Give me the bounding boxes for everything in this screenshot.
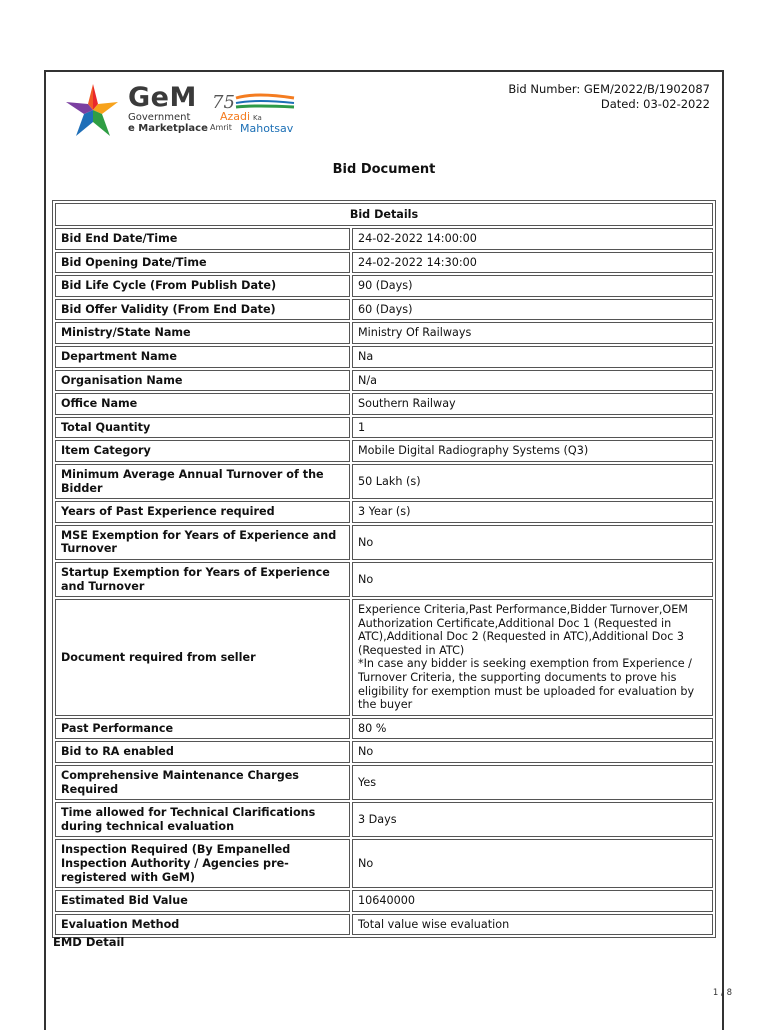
row-value: N/a: [352, 370, 713, 392]
page-indicator: 1 / 8: [712, 988, 732, 998]
row-key: Past Performance: [55, 718, 350, 740]
row-value: Southern Railway: [352, 393, 713, 415]
row-key: Time allowed for Technical Clarifications during technical evaluation: [55, 802, 350, 837]
row-value: No: [352, 525, 713, 560]
row-value: Ministry Of Railways: [352, 322, 713, 344]
bid-number: Bid Number: GEM/2022/B/1902087: [508, 82, 710, 96]
row-value: Yes: [352, 765, 713, 800]
row-key: Inspection Required (By Empanelled Inspection Authority / Agencies pre-registered with GeM): [55, 839, 350, 888]
azadi-ka: Ka: [253, 114, 262, 122]
row-value: 90 (Days): [352, 275, 713, 297]
row-key: Ministry/State Name: [55, 322, 350, 344]
table-row: [55, 525, 713, 560]
gem-logo-text: GeM: [128, 82, 197, 113]
gem-star-icon: [62, 80, 124, 142]
emd-detail-heading: EMD Detail: [53, 935, 125, 949]
row-key: Total Quantity: [55, 417, 350, 439]
table-row: [55, 718, 713, 740]
row-key: Years of Past Experience required: [55, 501, 350, 523]
row-value: 1: [352, 417, 713, 439]
table-row: [55, 440, 713, 462]
row-value: 50 Lakh (s): [352, 464, 713, 499]
gem-logo-sub1: Government: [128, 112, 191, 123]
table-row: [55, 562, 713, 597]
table-row: [55, 417, 713, 439]
row-value: No: [352, 839, 713, 888]
row-key: Organisation Name: [55, 370, 350, 392]
row-key: Bid Life Cycle (From Publish Date): [55, 275, 350, 297]
table-row: [55, 914, 713, 936]
table-heading-row: [55, 203, 713, 226]
row-key: Bid Offer Validity (From End Date): [55, 299, 350, 321]
row-key: Bid End Date/Time: [55, 228, 350, 250]
row-key: Bid Opening Date/Time: [55, 252, 350, 274]
bid-details-table: [52, 200, 716, 938]
row-value: Experience Criteria,Past Performance,Bidder Turnover,OEM Authorization Certificate,Additional Doc 1 (Requested in ATC),Additional Doc 2 (Requested in ATC),Additional Doc 3 (Requested in ATC) *In case any bidder is seeking exemption from Experience / Turnover Criteria, the supporting documents to prove his eligibility for exemption must be uploaded for evaluation by the buyer: [352, 599, 713, 716]
row-key: Office Name: [55, 393, 350, 415]
azadi-ka-amrit-mahotsav-logo: [210, 90, 300, 134]
row-key: MSE Exemption for Years of Experience and Turnover: [55, 525, 350, 560]
row-key: Startup Exemption for Years of Experience and Turnover: [55, 562, 350, 597]
row-key: Bid to RA enabled: [55, 741, 350, 763]
row-key: Item Category: [55, 440, 350, 462]
row-value: 24-02-2022 14:00:00: [352, 228, 713, 250]
table-row: [55, 393, 713, 415]
row-value: Mobile Digital Radiography Systems (Q3): [352, 440, 713, 462]
table-row: [55, 275, 713, 297]
table-row: [55, 501, 713, 523]
bid-meta: [508, 82, 710, 112]
azadi-word: Azadi: [220, 110, 251, 123]
table-row: [55, 765, 713, 800]
row-value: 80 %: [352, 718, 713, 740]
azadi-mahotsav: Mahotsav: [240, 122, 294, 134]
row-value: 3 Year (s): [352, 501, 713, 523]
row-key: Evaluation Method: [55, 914, 350, 936]
table-row: [55, 741, 713, 763]
row-key: Document required from seller: [55, 599, 350, 716]
table-row: [55, 322, 713, 344]
azadi-number: 75: [212, 92, 235, 113]
table-row: [55, 252, 713, 274]
row-value: Total value wise evaluation: [352, 914, 713, 936]
table-row: [55, 299, 713, 321]
table-row: [55, 839, 713, 888]
row-value: No: [352, 741, 713, 763]
table-row: [55, 370, 713, 392]
azadi-amrit: Amrit: [210, 123, 232, 132]
table-row: [55, 599, 713, 716]
document-title: Bid Document: [332, 162, 436, 177]
row-value: 10640000: [352, 890, 713, 912]
table-row: [55, 890, 713, 912]
row-value: No: [352, 562, 713, 597]
row-value: 60 (Days): [352, 299, 713, 321]
table-row: [55, 464, 713, 499]
row-key: Comprehensive Maintenance Charges Required: [55, 765, 350, 800]
row-key: Minimum Average Annual Turnover of the Bidder: [55, 464, 350, 499]
row-value: 24-02-2022 14:30:00: [352, 252, 713, 274]
gem-logo-sub2: e Marketplace: [128, 123, 208, 134]
table-row: [55, 802, 713, 837]
row-key: Estimated Bid Value: [55, 890, 350, 912]
gem-logo: [62, 80, 302, 144]
bid-dated: Dated: 03-02-2022: [600, 97, 710, 111]
table-heading: Bid Details: [55, 203, 713, 226]
row-value: 3 Days: [352, 802, 713, 837]
row-key: Department Name: [55, 346, 350, 368]
row-value: Na: [352, 346, 713, 368]
table-row: [55, 346, 713, 368]
gem-wordmark: [128, 84, 208, 134]
table-row: [55, 228, 713, 250]
